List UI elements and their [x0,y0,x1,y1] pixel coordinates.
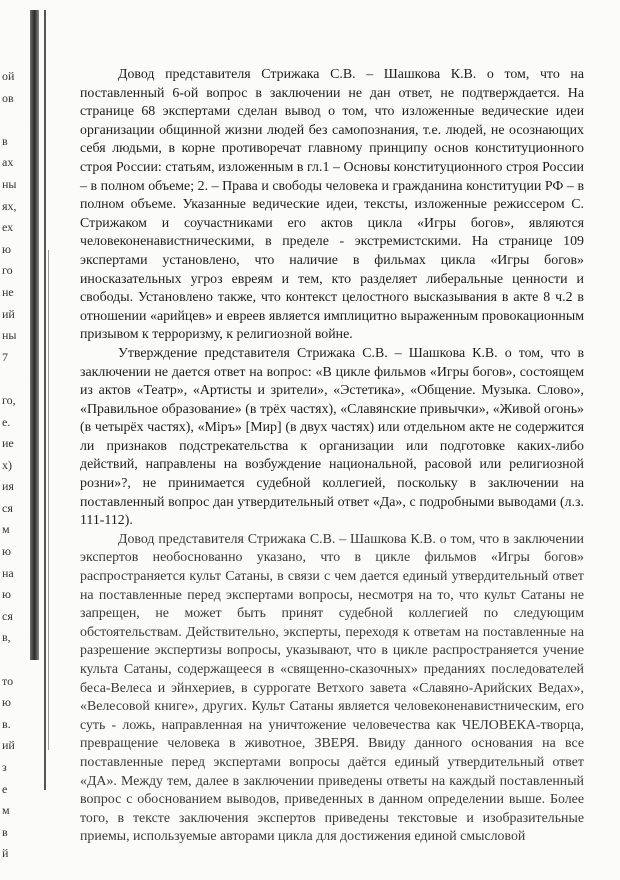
margin-fragment: на [2,565,14,580]
margin-fragment: х) [2,457,12,472]
margin-fragment: в [2,133,8,148]
paragraph-incitement-question: Утверждение представителя Стрижака С.В. – Шашкова К.В. о том, что в заключении не дается ответ на вопрос: «В цикле фильмов «Игры богов», состоящем из актов «Театр», «Артисты и зрители», «Эстетика», «Общение. Музыка. Слово», «Правильное образование» (в трёх частях), «Славянские привычки», «Живой огонь» (в четырёх частях), «Міръ» [Мир] (в двух частях) или отдельном акте не содержится ли признаков подстрекательства к организации или подготовке каких-либо действий, направлены на возбуждение национальной, расовой или религиозной розни»?, не принимается судебной коллегией, поскольку в заключении на поставленный вопрос дан утвердительный ответ «Да», с подробными выводами (л.з. 111-112). [80,345,584,529]
margin-fragment: в. [2,716,11,731]
margin-fragment [2,649,24,671]
paragraph-satan-cult: Довод представителя Стрижака С.В. – Шашкова К.В. о том, что в заключении экспертов необоснованно указано, что в цикле фильмов «Игры богов» распространяется культ Сатаны, в связи с чем дается единый утвердительный ответ на поставленные перед экспертами вопросы, несмотря на то, что культ Сатаны не запрещен, не может быть принят судебной коллегией по следующим обстоятельствам. Действительно, эксперты, переходя к ответам на поставленные на разрешение экспертизы вопросы, указывают, что в цикле распространяется учение культа Сатаны, содержащееся в «священно-сказочных» преданиях последователей беса-Велеса и эйнхериев, в суррогате Ветхого завета «Славяно-Арийских Ведах», «Велесовой книге», других. Культ Сатаны является человеконенавистническим, его суть - ложь, направленная на уничтожение человечества как ЧЕЛОВЕКА-творца, превращение человека в животное, ЗВЕРЯ. Ввиду данного основания на все поставленные перед экспертами вопросы даётся единый утвердительный ответ «ДА». Между тем, далее в заключении приведены ответы на каждый поставленный вопрос с обоснованием выводов, приведенных в данном определении выше. Более того, в тексте заключения экспертов приведены текстовые и изобразительные приемы, используемые авторами цикла для достижения единой смысловой [80,531,584,845]
margin-fragment: м [2,803,10,818]
binding-edge-secondary [48,250,49,750]
margin-fragment: ий [2,306,15,321]
margin-fragment [2,109,24,131]
margin-fragment: не [2,284,14,299]
margin-fragment: ой [2,69,15,83]
margin-fragment: ся [2,608,13,623]
margin-fragment: ю [2,544,11,559]
margin-fragment: 7 [2,349,8,364]
margin-fragment: е [2,781,8,796]
margin-fragment: м [2,522,10,537]
margin-fragment: з [2,760,7,774]
margin-fragment: й [2,846,9,861]
binding-edge [44,10,46,790]
margin-fragment: ях, [2,198,17,213]
margin-fragment: е. [2,414,11,429]
margin-fragment: го, [2,392,16,407]
binding-shadow [30,10,39,660]
margin-fragment: ю [2,241,11,256]
margin-fragment: ся [2,500,13,515]
document-body [80,66,584,847]
margin-fragment: ий [2,738,15,753]
paragraph-question-6: Довод представителя Стрижака С.В. – Шашкова К.В. о том, что на поставленный 6-ой вопрос в заключении не дан ответ, не подтверждается. На странице 68 экспертами сделан вывод о том, что изложенные ведические идеи организации общинной жизни людей без самопознания, т.е. людей, не осознающих себя людьми, в корне противоречат главному принципу основ конституционного строя России: статьям, изложенным в гл.1 – Основы конституционного строя России – в полном объеме; 2. – Права и свободы человека и гражданина конституции РФ – в полном объеме. Указанные ведические идеи, тексты, изложенные режиссером С. Стрижаком и соучастниками его актов цикла «Игры богов», являются человеконенавистническими, в пределе - экстремистскими. На странице 109 экспертами установлено, что наличие в фильмах цикла «Игры богов» иносказательных угроз евреям и тем, кто разделяет либеральные ценности и свободы. Установлено также, что контекст целостного высказывания в акте 8 ч.2 в отношении «арийцев» и евреев является имплицитно выраженным провокационным призывом к терроризму, к религиозной войне. [80,67,584,343]
margin-fragment: ия [2,479,14,494]
margin-fragment: ю [2,695,11,710]
margin-fragment: ны [2,328,17,343]
margin-fragment: ие [2,436,14,451]
margin-fragment: ов [2,90,14,105]
margin-fragment: ах [2,155,14,170]
margin-fragment: в [2,824,8,839]
left-margin-fragments [2,66,24,865]
margin-fragment: ех [2,220,14,235]
margin-fragment: то [2,673,14,688]
margin-fragment [2,368,24,390]
margin-fragment: ны [2,176,17,191]
margin-fragment: в, [2,630,11,645]
margin-fragment: ю [2,587,11,602]
margin-fragment: го [2,263,13,278]
